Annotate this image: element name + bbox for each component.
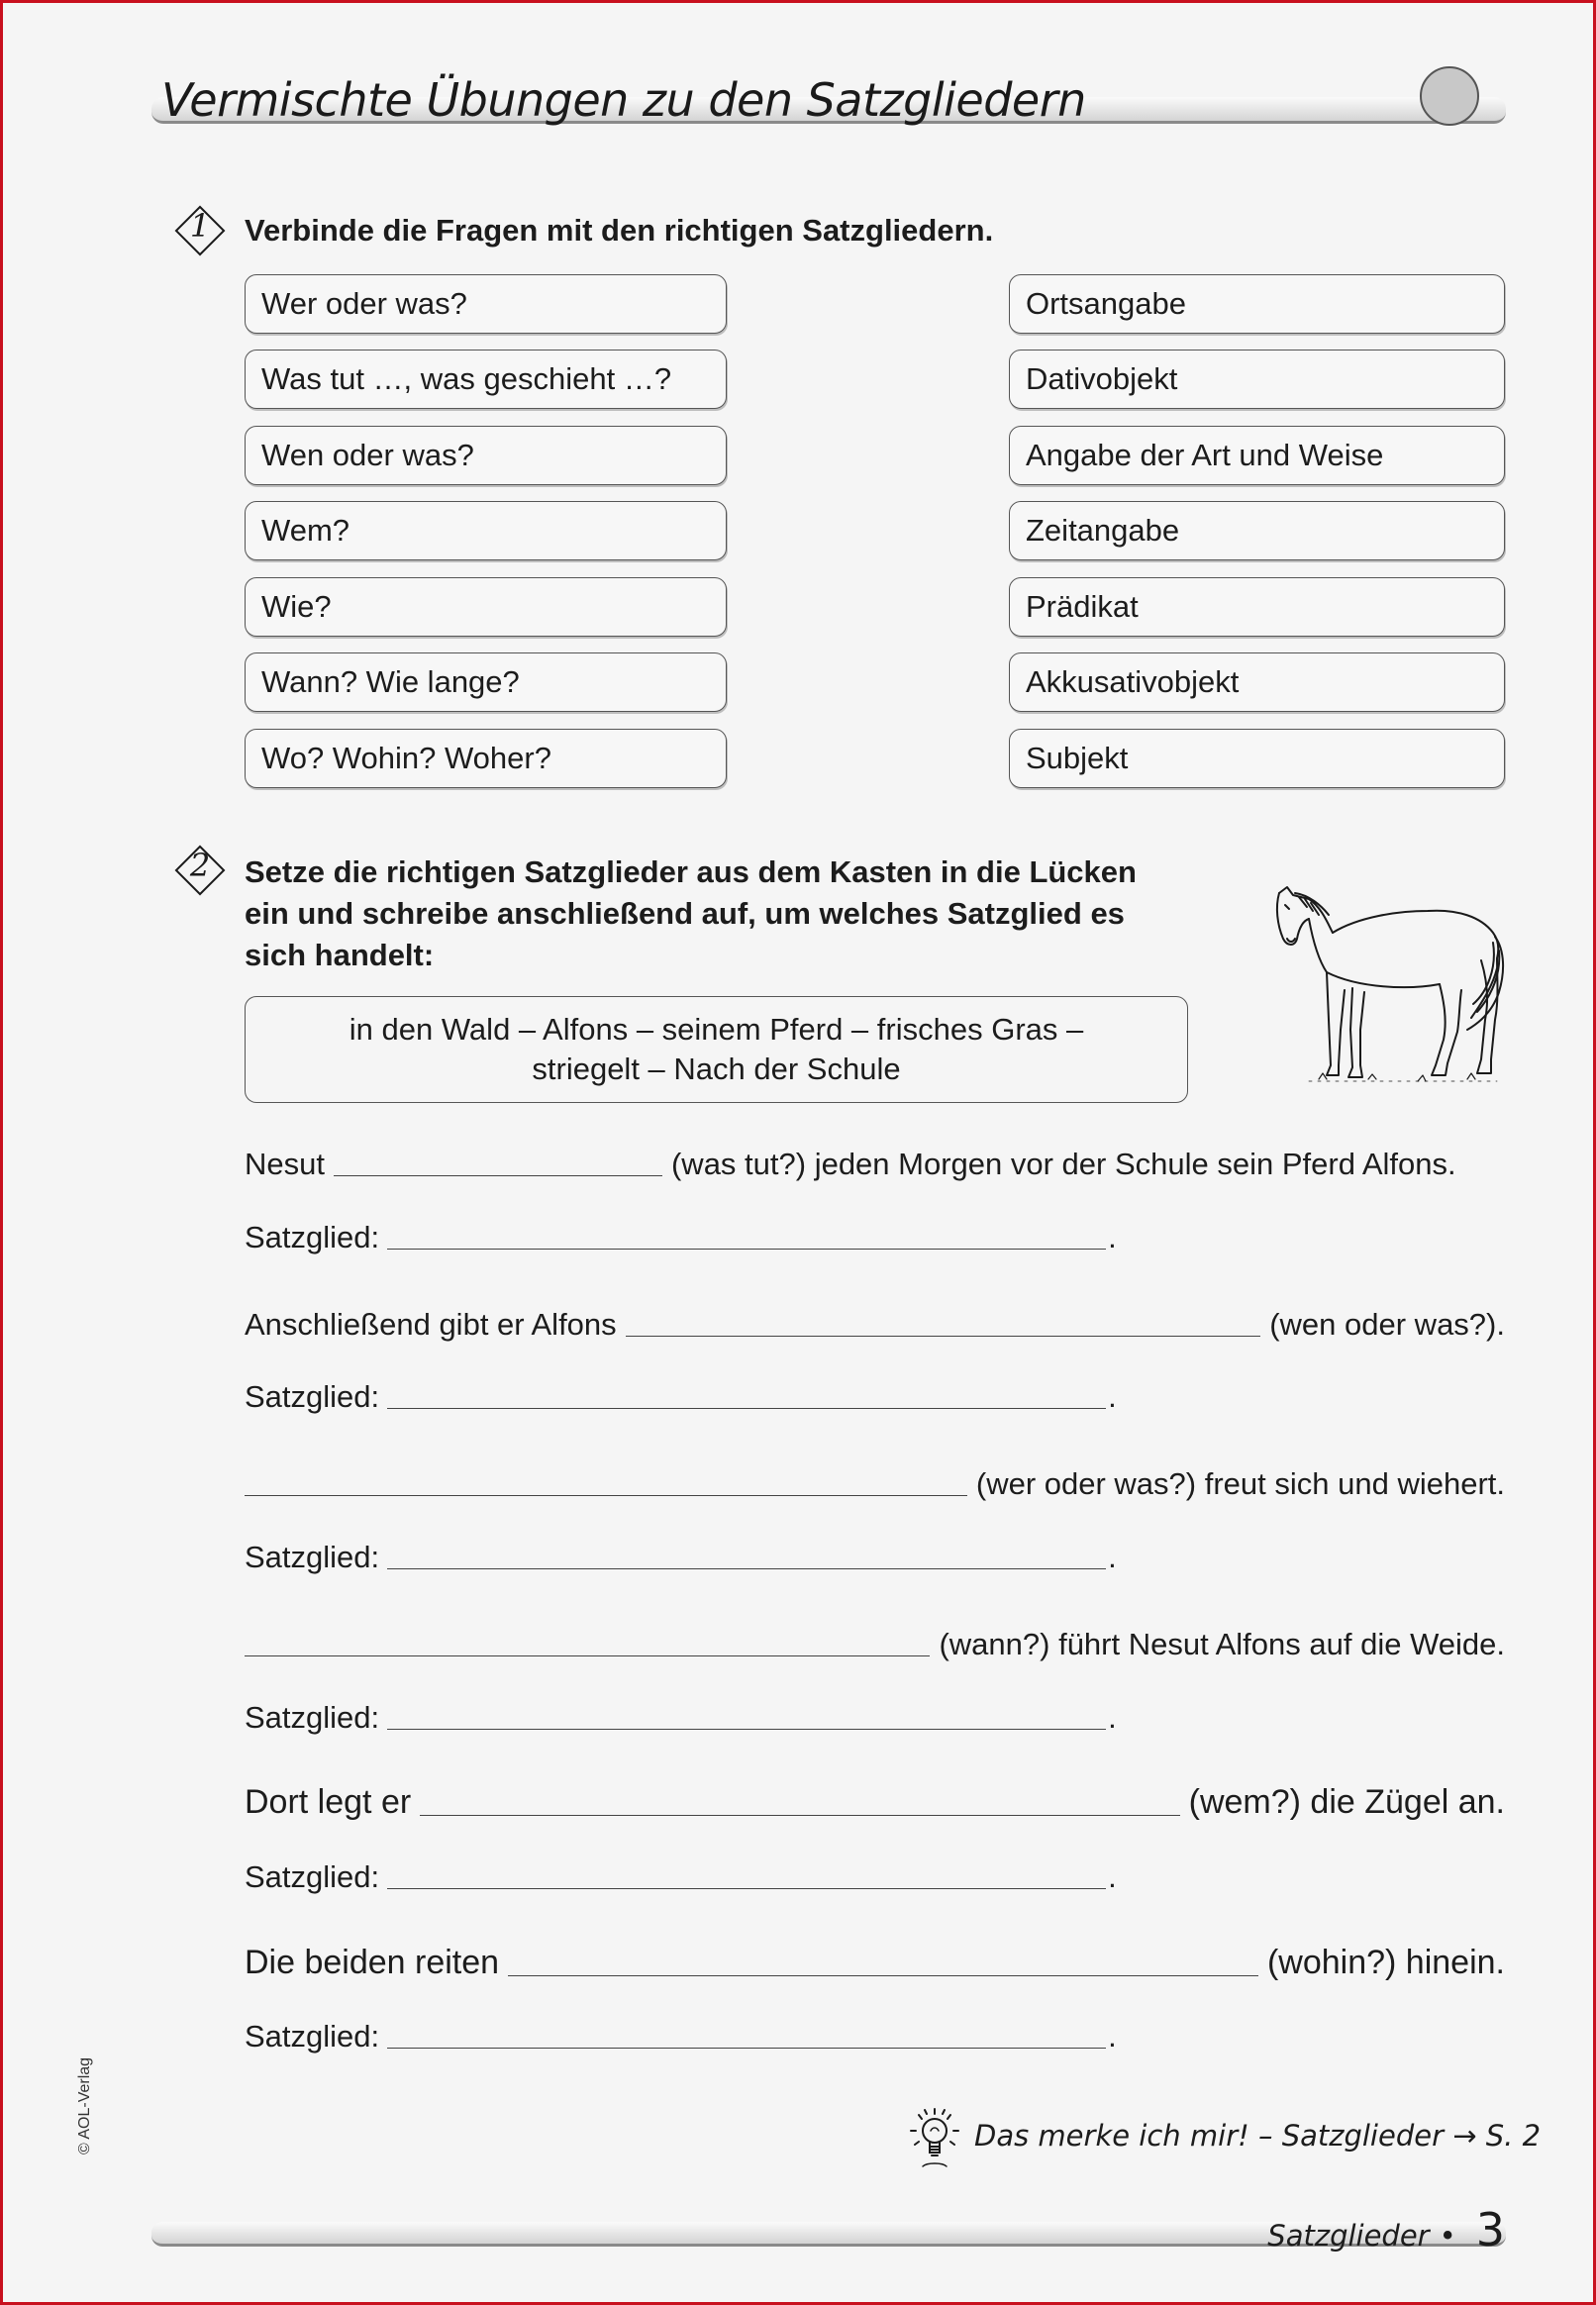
lightbulb-icon xyxy=(903,2101,966,2170)
satzglied-label: Satzglied: xyxy=(245,1220,380,1254)
footer-separator: • xyxy=(1439,2219,1456,2253)
satzglied-line xyxy=(245,1371,1117,1415)
sentence-text-before: Die beiden reiten xyxy=(245,1944,500,1981)
satzglied-blank[interactable] xyxy=(387,1727,1106,1730)
sentence-text-before: Dort legt er xyxy=(245,1783,412,1821)
satzglied-end: . xyxy=(1108,2019,1117,2054)
question-box: Wen oder was? xyxy=(245,426,727,485)
word-box-line: striegelt – Nach der Schule xyxy=(532,1052,901,1086)
answer-blank[interactable] xyxy=(420,1813,1179,1816)
satzglied-blank[interactable] xyxy=(387,2046,1106,2049)
answer-box: Zeitangabe xyxy=(1009,501,1505,560)
answer-box: Akkusativobjekt xyxy=(1009,652,1505,712)
satzglied-end: . xyxy=(1108,1859,1117,1894)
merke-text: Das merke ich mir! – Satzglieder → S. 2 xyxy=(974,2119,1542,2153)
answer-blank[interactable] xyxy=(508,1973,1258,1976)
footer-label xyxy=(1267,2203,1505,2256)
answer-blank[interactable] xyxy=(334,1173,662,1176)
question-box: Wer oder was? xyxy=(245,274,727,334)
word-box xyxy=(245,996,1188,1103)
satzglied-label: Satzglied: xyxy=(245,1540,380,1574)
task-2-number: 2 xyxy=(189,847,211,884)
page-number: 3 xyxy=(1475,2203,1505,2256)
gap-sentence xyxy=(245,1939,1505,1982)
gap-sentence xyxy=(245,1299,1505,1343)
answer-box: Prädikat xyxy=(1009,577,1505,637)
horse-illustration xyxy=(1269,881,1507,1091)
copyright-notice: © AOL-Verlag xyxy=(76,2056,93,2155)
satzglied-line xyxy=(245,1692,1117,1736)
sentence-text-after: (wem?) die Zügel an. xyxy=(1188,1783,1505,1821)
satzglied-end: . xyxy=(1108,1220,1117,1254)
sentence-text-after: (was tut?) jeden Morgen vor der Schule sein Pferd Alfons. xyxy=(670,1147,1456,1181)
sentence-text-after: (wen oder was?). xyxy=(1269,1307,1505,1342)
word-box-line: in den Wald – Alfons – seinem Pferd – frisches Gras – xyxy=(349,1012,1084,1047)
gap-sentence xyxy=(245,1778,1505,1822)
satzglied-label: Satzglied: xyxy=(245,1700,380,1735)
answer-box: Angabe der Art und Weise xyxy=(1009,426,1505,485)
sentence-text-after: (wer oder was?) freut sich und wiehert. xyxy=(975,1466,1505,1501)
satzglied-end: . xyxy=(1108,1700,1117,1735)
sentence-text-after: (wohin?) hinein. xyxy=(1266,1944,1505,1981)
sentence-text-before: Anschließend gibt er Alfons xyxy=(245,1307,617,1342)
task-1-instruction: Verbinde die Fragen mit den richtigen Satzgliedern. xyxy=(245,213,994,248)
satzglied-line xyxy=(245,1212,1117,1255)
page-title: Vermischte Übungen zu den Satzgliedern xyxy=(161,73,1086,127)
satzglied-blank[interactable] xyxy=(387,1406,1106,1409)
question-box: Wann? Wie lange? xyxy=(245,652,727,712)
satzglied-line xyxy=(245,1532,1117,1575)
gap-sentence xyxy=(245,1619,1505,1662)
satzglied-blank[interactable] xyxy=(387,1247,1106,1250)
question-box: Wem? xyxy=(245,501,727,560)
question-box: Wo? Wohin? Woher? xyxy=(245,729,727,788)
task-1-number: 1 xyxy=(189,207,211,245)
gap-sentence xyxy=(245,1139,1505,1182)
answer-box: Dativobjekt xyxy=(1009,350,1505,409)
instruction-line: sich handelt: xyxy=(245,938,435,972)
footer-section: Satzglieder xyxy=(1267,2219,1430,2253)
sentence-text-before: Nesut xyxy=(245,1147,325,1181)
task-1-badge xyxy=(174,205,226,256)
answer-box: Subjekt xyxy=(1009,729,1505,788)
satzglied-label: Satzglied: xyxy=(245,2019,380,2054)
question-box: Was tut …, was geschieht …? xyxy=(245,350,727,409)
satzglied-label: Satzglied: xyxy=(245,1859,380,1894)
sentence-text-after: (wann?) führt Nesut Alfons auf die Weide. xyxy=(939,1627,1505,1661)
satzglied-end: . xyxy=(1108,1540,1117,1574)
page-circle-marker xyxy=(1420,66,1479,126)
satzglied-blank[interactable] xyxy=(387,1886,1106,1889)
answer-blank[interactable] xyxy=(626,1334,1261,1337)
answer-box: Ortsangabe xyxy=(1009,274,1505,334)
gap-sentence xyxy=(245,1458,1505,1502)
task-2-badge xyxy=(174,845,226,896)
question-box: Wie? xyxy=(245,577,727,637)
satzglied-label: Satzglied: xyxy=(245,1379,380,1414)
answer-blank[interactable] xyxy=(245,1654,930,1656)
satzglied-end: . xyxy=(1108,1379,1117,1414)
satzglied-blank[interactable] xyxy=(387,1566,1106,1569)
answer-blank[interactable] xyxy=(245,1493,967,1496)
merke-hint xyxy=(903,2101,1541,2170)
instruction-line: ein und schreibe anschließend auf, um welches Satzglied es xyxy=(245,896,1125,931)
instruction-line: Setze die richtigen Satzglieder aus dem Kasten in die Lücken xyxy=(245,854,1137,889)
satzglied-line xyxy=(245,1852,1117,1895)
task-2-instruction xyxy=(245,852,1137,976)
satzglied-line xyxy=(245,2011,1117,2054)
